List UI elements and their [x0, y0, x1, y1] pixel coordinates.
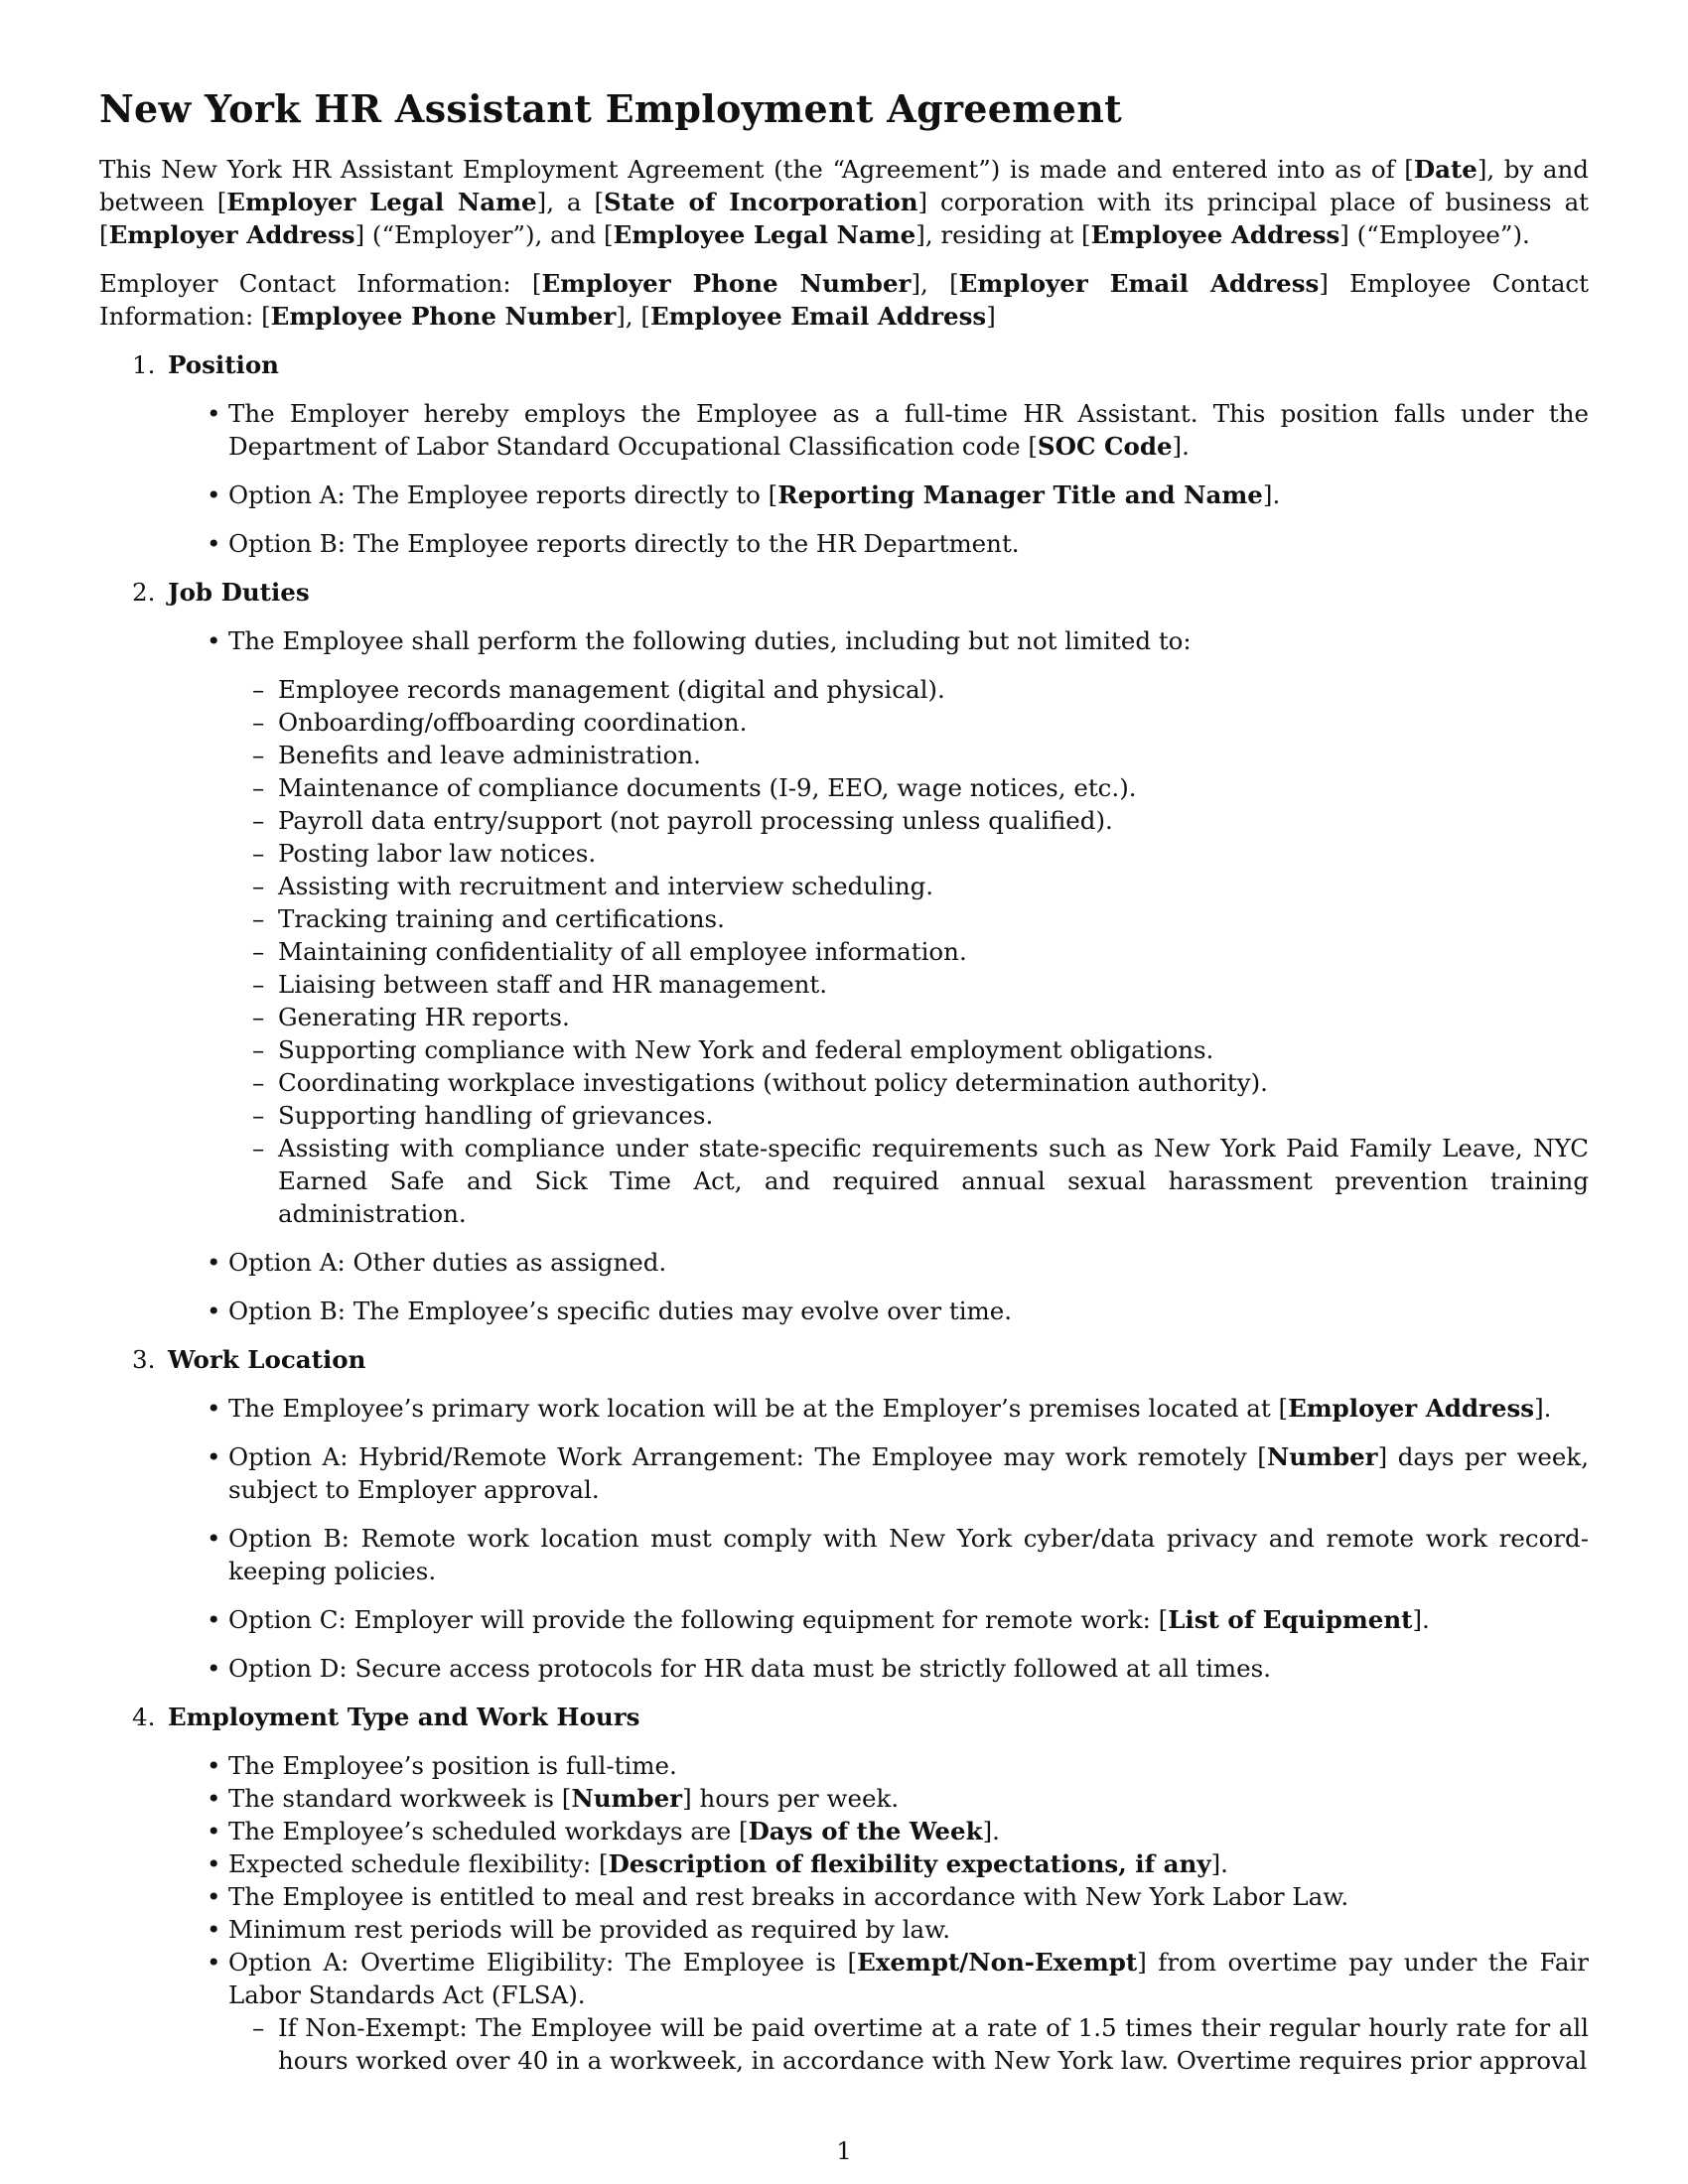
placeholder-date: Date	[1413, 155, 1477, 184]
placeholder-soc-code: SOC Code	[1037, 432, 1173, 461]
item-text: ].	[1412, 1605, 1430, 1634]
duty-item: – Assisting with compliance under state-specific requirements such as New York Paid Family Leave, NYC Earned Safe and Sick Time Act, and required annual sexual harassment prevention training administration.	[228, 1132, 1589, 1230]
list-item	[168, 1946, 1589, 2077]
contact-text: ], [	[616, 302, 650, 331]
placeholder-employer-email: Employer Email Address	[958, 269, 1320, 298]
list-item: • Option B: The Employee’s specific duties may evolve over time.	[168, 1295, 1589, 1327]
item-text: Option A: Overtime Eligibility: The Employee is [	[228, 1948, 858, 1977]
item-text: The Employee’s primary work location will be at the Employer’s premises located at [	[228, 1394, 1289, 1423]
section-number: 1.	[132, 350, 156, 379]
placeholder-employee-phone: Employee Phone Number	[270, 302, 617, 331]
item-text: Option A: Hybrid/Remote Work Arrangement: The Employee may work remotely [	[228, 1442, 1267, 1471]
section-position	[99, 348, 1589, 560]
intro-text: ], residing at [	[915, 220, 1091, 249]
item-text: ] hours per week.	[682, 1784, 900, 1813]
intro-text: ] (“Employer”), and [	[354, 220, 614, 249]
contact-text: ] Employee Contact Information: [	[99, 269, 1589, 331]
contact-text: ]	[986, 302, 996, 331]
placeholder-hours: Number	[571, 1784, 683, 1813]
bullet-list	[168, 397, 1589, 560]
placeholder-employer-phone: Employer Phone Number	[541, 269, 912, 298]
list-item: • The Employee’s position is full-time.	[168, 1749, 1589, 1782]
duty-item: – Benefits and leave administration.	[228, 739, 1589, 771]
section-title: Employment Type and Work Hours	[168, 1703, 640, 1731]
item-text: ] days per week, subject to Employer approval.	[228, 1442, 1589, 1504]
page-number: 1	[836, 2136, 852, 2165]
duty-item: – Maintaining confidentiality of all employee information.	[228, 935, 1589, 968]
section-number: 2.	[132, 578, 156, 607]
list-item: • Option B: The Employee reports directly to the HR Department.	[168, 527, 1589, 560]
list-item	[168, 1440, 1589, 1506]
document-title: New York HR Assistant Employment Agreement	[99, 86, 1122, 131]
document-page	[99, 85, 1589, 2083]
duty-item: – Liaising between staff and HR management.	[228, 968, 1589, 1001]
section-heading	[132, 1343, 1589, 1376]
duty-item: – Payroll data entry/support (not payroll processing unless qualified).	[228, 804, 1589, 837]
placeholder-employer-address: Employer Address	[1288, 1394, 1535, 1423]
list-item	[168, 478, 1589, 511]
item-text: ].	[1172, 432, 1190, 461]
list-item	[168, 1815, 1589, 1847]
section-work-location	[99, 1343, 1589, 1685]
duty-item: – Supporting compliance with New York and federal employment obligations.	[228, 1033, 1589, 1066]
intro-text: This New York HR Assistant Employment Agreement (the “Agreement”) is made and entered into as of [	[99, 155, 1414, 184]
duty-item: – Tracking training and certifications.	[228, 902, 1589, 935]
list-item	[168, 397, 1589, 463]
placeholder-state: State of Incorporation	[604, 188, 918, 216]
section-title: Work Location	[168, 1345, 366, 1374]
item-text: Option A: The Employee reports directly to [	[228, 480, 778, 509]
item-text: ].	[1262, 480, 1281, 509]
duty-item: – Maintenance of compliance documents (I-9, EEO, wage notices, etc.).	[228, 771, 1589, 804]
duty-item: – Coordinating workplace investigations (without policy determination authority).	[228, 1066, 1589, 1099]
duty-item: – Posting labor law notices.	[228, 837, 1589, 870]
placeholder-equipment: List of Equipment	[1168, 1605, 1413, 1634]
duty-item: – Onboarding/offboarding coordination.	[228, 706, 1589, 739]
section-number: 4.	[132, 1703, 156, 1731]
intro-paragraph	[99, 153, 1589, 251]
item-text: The standard workweek is [	[228, 1784, 572, 1813]
bullet-list	[168, 1749, 1589, 2077]
contact-text: ], [	[911, 269, 959, 298]
contact-paragraph	[99, 267, 1589, 333]
placeholder-flexibility: Description of flexibility expectations, if any	[608, 1849, 1211, 1878]
placeholder-remote-days: Number	[1266, 1442, 1378, 1471]
placeholder-employer-name: Employer Legal Name	[226, 188, 537, 216]
duties-list	[228, 673, 1589, 1230]
placeholder-employee-address: Employee Address	[1090, 220, 1340, 249]
sub-item: – If Non-Exempt: The Employee will be paid overtime at a rate of 1.5 times their regular hourly rate for all hours worked over 40 in a workweek, in accordance with New York law. Overtime requires prior approval	[228, 2011, 1589, 2077]
placeholder-reporting-manager: Reporting Manager Title and Name	[777, 480, 1263, 509]
section-heading	[132, 1701, 1589, 1733]
list-item	[168, 1603, 1589, 1636]
item-text: The Employee shall perform the following duties, including but not limited to:	[228, 626, 1192, 655]
bullet-list	[168, 1392, 1589, 1685]
section-job-duties	[99, 576, 1589, 1327]
list-item	[168, 1392, 1589, 1425]
section-heading	[132, 348, 1589, 381]
duty-item: – Supporting handling of grievances.	[228, 1099, 1589, 1132]
section-heading	[132, 576, 1589, 609]
list-item	[168, 624, 1589, 1230]
section-title: Job Duties	[168, 578, 310, 607]
list-item: • Option A: Other duties as assigned.	[168, 1246, 1589, 1279]
intro-text: ] (“Employee”).	[1339, 220, 1530, 249]
duty-item: – Generating HR reports.	[228, 1001, 1589, 1033]
duty-item: – Assisting with recruitment and interview scheduling.	[228, 870, 1589, 902]
list-item: • The Employee is entitled to meal and rest breaks in accordance with New York Labor Law.	[168, 1880, 1589, 1913]
placeholder-workdays: Days of the Week	[748, 1817, 983, 1845]
list-item	[168, 1782, 1589, 1815]
item-text: Option C: Employer will provide the following equipment for remote work: [	[228, 1605, 1169, 1634]
intro-text: ], by and between [	[99, 155, 1589, 216]
contact-text: Employer Contact Information: [	[99, 269, 542, 298]
section-list	[99, 348, 1589, 2077]
bullet-list	[168, 624, 1589, 1327]
item-text: The Employee’s scheduled workdays are [	[228, 1817, 749, 1845]
list-item: • Option B: Remote work location must comply with New York cyber/data privacy and remote work record-keeping policies.	[168, 1522, 1589, 1587]
list-item: • Minimum rest periods will be provided as required by law.	[168, 1913, 1589, 1946]
placeholder-employee-name: Employee Legal Name	[613, 220, 916, 249]
placeholder-employee-email: Employee Email Address	[649, 302, 987, 331]
list-item: • Option D: Secure access protocols for HR data must be strictly followed at all times.	[168, 1652, 1589, 1685]
item-text: ] from overtime pay under the Fair Labor Standards Act (FLSA).	[228, 1948, 1589, 2009]
item-text: The Employer hereby employs the Employee as a full-time HR Assistant. This position falls under the Department of Labor Standard Occupational Classification code [	[228, 399, 1589, 461]
duty-item: – Employee records management (digital and physical).	[228, 673, 1589, 706]
item-text: ].	[1210, 1849, 1228, 1878]
intro-text: ] corporation with its principal place of business at [	[99, 188, 1590, 249]
sub-list	[228, 2011, 1589, 2077]
section-title: Position	[168, 350, 279, 379]
placeholder-employer-address: Employer Address	[108, 220, 355, 249]
item-text: Expected schedule flexibility: [	[228, 1849, 609, 1878]
section-number: 3.	[132, 1345, 156, 1374]
section-employment-type	[99, 1701, 1589, 2077]
item-text: ].	[982, 1817, 1000, 1845]
intro-text: ], a [	[536, 188, 605, 216]
item-text: ].	[1534, 1394, 1552, 1423]
list-item	[168, 1847, 1589, 1880]
placeholder-exempt-status: Exempt/Non-Exempt	[857, 1948, 1138, 1977]
